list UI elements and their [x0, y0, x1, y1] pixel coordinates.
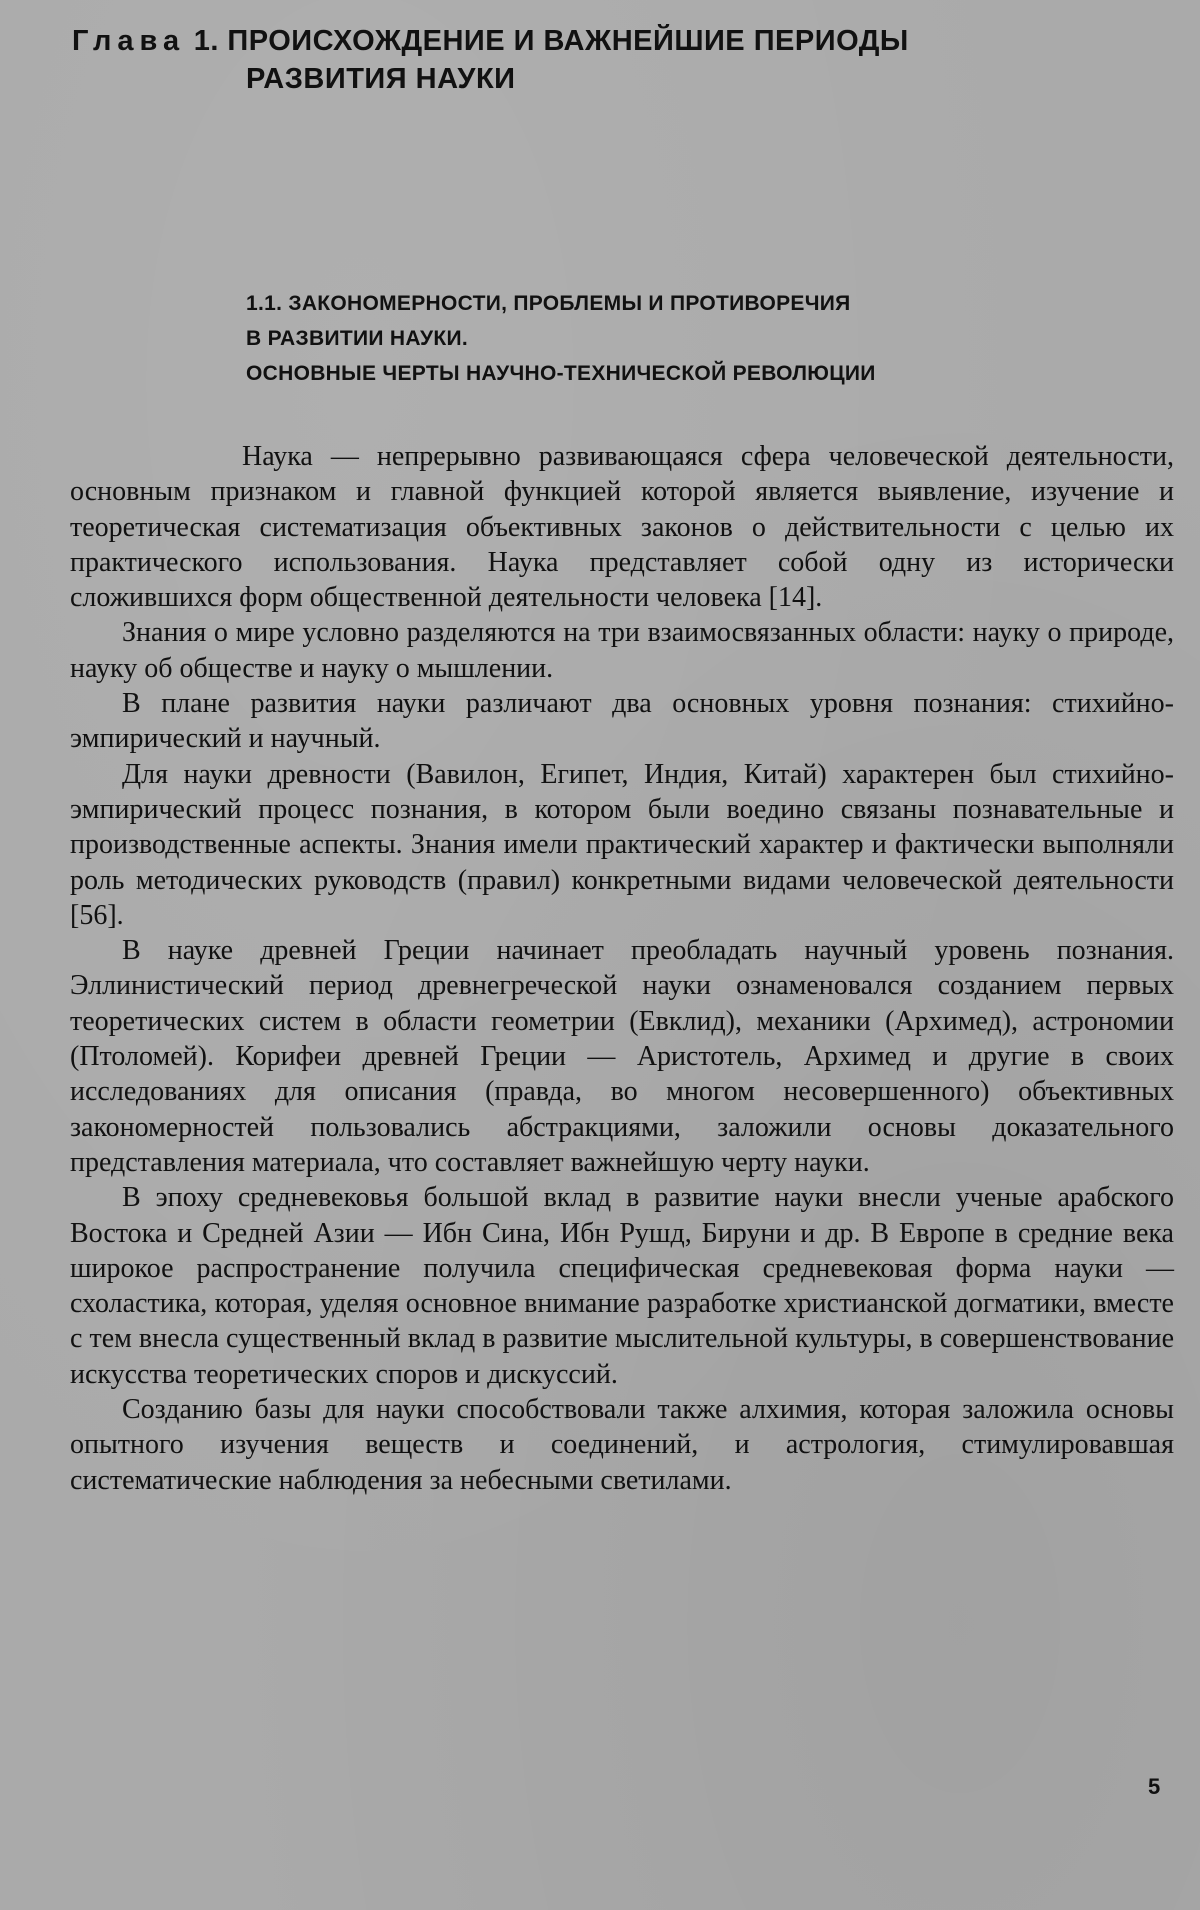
paragraph: В эпоху средневековья большой вклад в развитие науки внесли ученые арабского Востока и Средней Азии — Ибн Сина, Ибн Рушд, Бируни и др. В Европе в средние века широкое распространение получила специфическая средневековая форма науки — схоластика, которая, уделяя основное внимание разработке христианской догматики, вместе с тем внесла существенный вклад в развитие мыслительной культуры, в совершенствование искусства теоретических споров и дискуссий. [70, 1182, 1174, 1390]
chapter-title-line1: 1. ПРОИСХОЖДЕНИЕ И ВАЖНЕЙШИЕ ПЕРИОДЫ [193, 25, 909, 57]
paragraph: Созданию базы для науки способствовали также алхимия, которая заложила основы опытного изучения веществ и соединений, и астрология, стимулировавшая систематические наблюдения за небесными светилами. [70, 1394, 1174, 1496]
paragraph: Наука — непрерывно развивающаяся сфера человеческой деятельности, основным признаком и главной функцией которой является выявление, изучение и теоретическая систематизация объективных законов о действительности с целью их практического использования. Наука представляет собой одну из исторически сложившихся форм общественной деятельности человека [14]. [70, 441, 1174, 614]
paragraph: Для науки древности (Вавилон, Египет, Индия, Китай) характерен был стихийно-эмпирический процесс познания, в котором были воедино связаны познавательные и производственные аспекты. Знания имели практический характер и фактически выполняли роль методических руководств (правил) конкретными видами человеческой деятельности [56]. [70, 758, 1174, 931]
chapter-heading [72, 22, 1112, 98]
section-title-line1: 1.1. ЗАКОНОМЕРНОСТИ, ПРОБЛЕМЫ И ПРОТИВОРЕЧИЯ [246, 292, 851, 315]
body-text [70, 439, 1174, 1498]
paragraph: Знания о мире условно разделяются на три взаимосвязанных области: науку о природе, науку об обществе и науку о мышлении. [70, 617, 1174, 684]
paragraph: В науке древней Греции начинает преобладать научный уровень познания. Эллинистический период древнегреческой науки ознаменовался созданием первых теоретических систем в области геометрии (Евклид), механики (Архимед), астрономии (Птоломей). Корифеи древней Греции — Аристотель, Архимед и другие в своих исследованиях для описания (правда, во многом несовершенного) объективных закономерностей пользовались абстракциями, заложили основы доказательного представления материала, что составляет важнейшую черту науки. [70, 935, 1174, 1178]
section-title-line2: В РАЗВИТИИ НАУКИ. [246, 327, 469, 350]
paragraph: В плане развития науки различают два основных уровня познания: стихийно-эмпирический и научный. [70, 688, 1174, 755]
chapter-title-line2: РАЗВИТИЯ НАУКИ [246, 63, 516, 95]
page-number: 5 [1148, 1774, 1161, 1799]
chapter-label: Глава [72, 25, 186, 57]
section-heading [246, 286, 1126, 391]
section-title-line3: ОСНОВНЫЕ ЧЕРТЫ НАУЧНО-ТЕХНИЧЕСКОЙ РЕВОЛЮЦИИ [246, 362, 876, 385]
